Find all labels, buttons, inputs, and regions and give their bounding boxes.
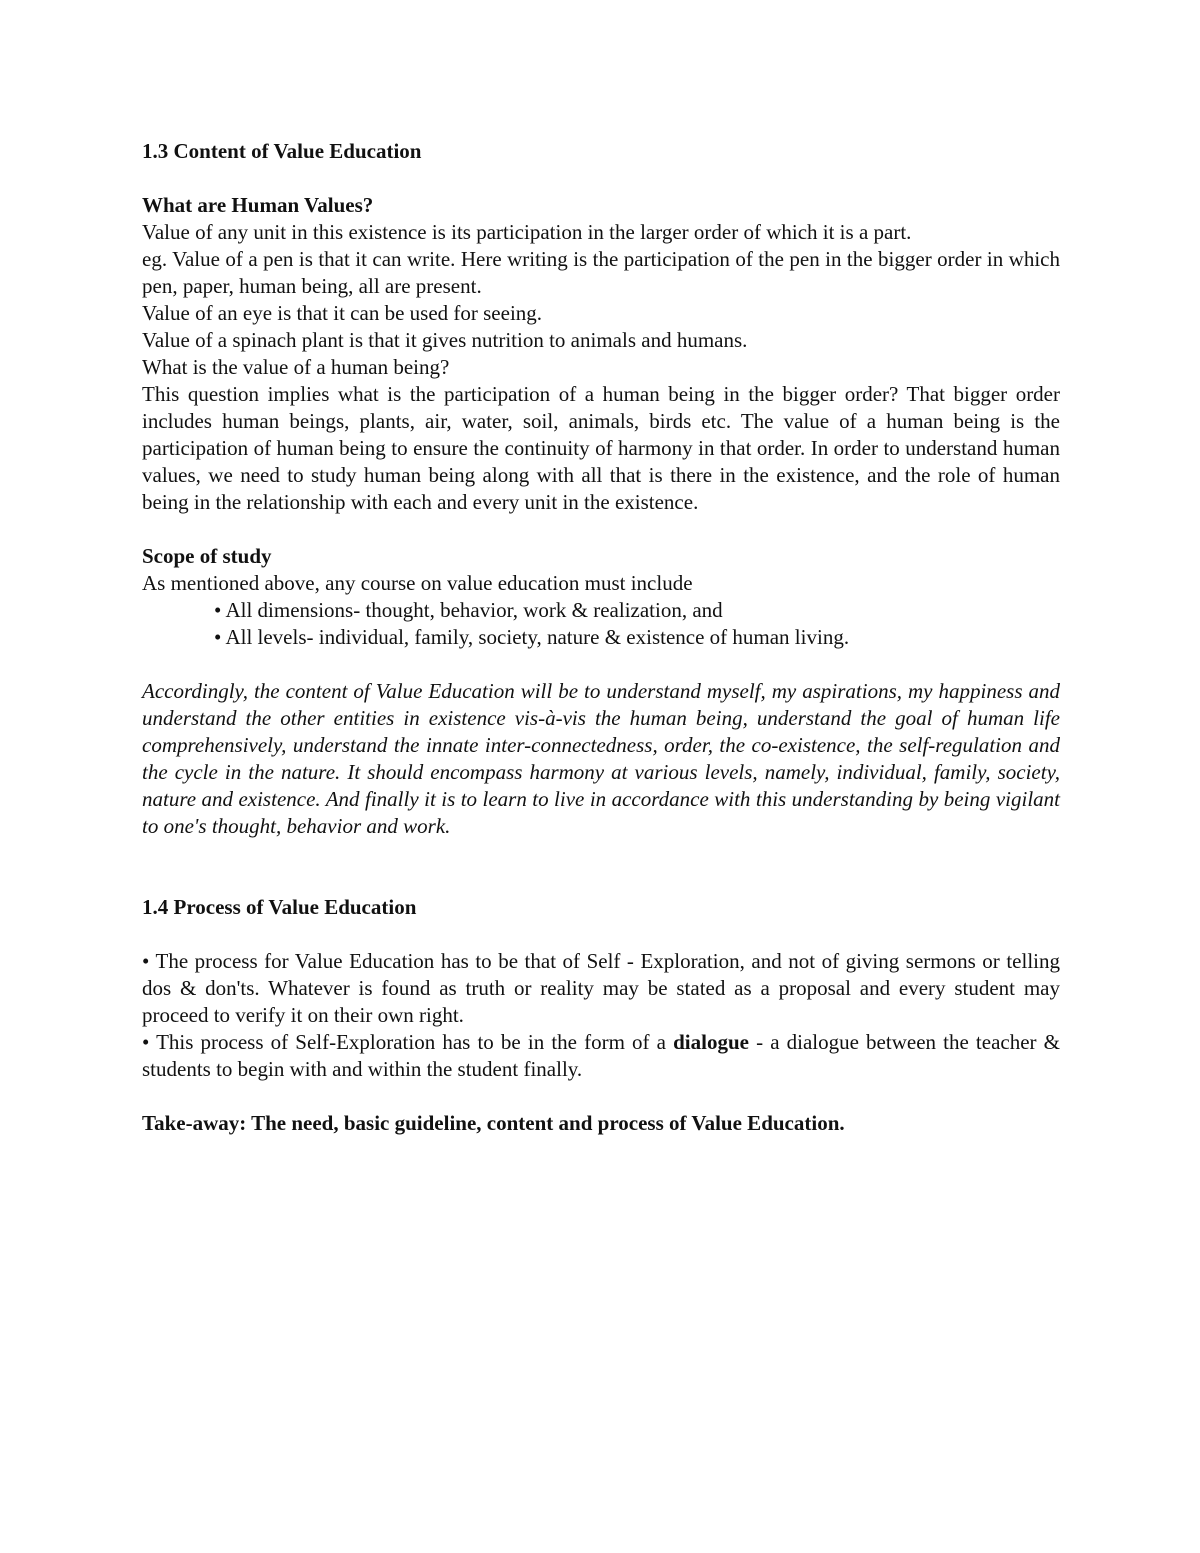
human-values-heading: What are Human Values? — [142, 193, 374, 217]
human-values-line-5: What is the value of a human being? — [142, 355, 450, 379]
scope-bullet-list — [142, 597, 1060, 651]
human-values-line-4: Value of a spinach plant is that it gives nutrition to animals and humans. — [142, 328, 748, 352]
human-values-line-2: eg. Value of a pen is that it can write. Here writing is the participation of the pen in the bigger order in which pen, paper, human being, all are present. — [142, 247, 1060, 298]
section-1-3-heading: 1.3 Content of Value Education — [142, 139, 422, 163]
section-1-4-heading: 1.4 Process of Value Education — [142, 895, 417, 919]
human-values-paragraph: This question implies what is the participation of a human being in the bigger order? That bigger order includes human beings, plants, air, water, soil, animals, birds etc. The value of a human being is the participation of human being to ensure the continuity of harmony in that order. In order to understand human values, we need to study human being along with all that is there in the existence, and the role of human being in the relationship with each and every unit in the existence. — [142, 382, 1060, 514]
human-values-line-1: Value of any unit in this existence is its participation in the larger order of which it is a part. — [142, 220, 912, 244]
process-point-2-before: • This process of Self-Exploration has to be in the form of a — [142, 1030, 674, 1054]
human-values-line-3: Value of an eye is that it can be used for seeing. — [142, 301, 543, 325]
scope-intro: As mentioned above, any course on value education must include — [142, 571, 693, 595]
takeaway-line: Take-away: The need, basic guideline, content and process of Value Education. — [142, 1111, 845, 1135]
scope-heading: Scope of study — [142, 544, 272, 568]
content-summary-paragraph: Accordingly, the content of Value Education will be to understand myself, my aspirations, my happiness and understand the other entities in existence vis-à-vis the human being, understand the goal of human life comprehensively, understand the innate inter-connectedness, order, the co-existence, the self-regulation and the cycle in the nature. It should encompass harmony at various levels, namely, individual, family, society, nature and existence. And finally it is to learn to live in accordance with this understanding by being vigilant to one's thought, behavior and work. — [142, 679, 1060, 838]
process-point-2 — [142, 1029, 1060, 1083]
scope-bullet-levels: • All levels- individual, family, society, nature & existence of human living. — [214, 625, 850, 649]
process-point-2-after: - a dialogue between the teacher & students to begin with and within the student finally. — [142, 1030, 1060, 1081]
dialogue-term: dialogue — [673, 1030, 749, 1054]
scope-bullet-dimensions: • All dimensions- thought, behavior, work & realization, and — [214, 598, 723, 622]
process-point-1: • The process for Value Education has to be that of Self - Exploration, and not of giving sermons or telling dos & don'ts. Whatever is found as truth or reality may be stated as a proposal and every student may proceed to verify it on their own right. — [142, 949, 1060, 1027]
document-page — [142, 138, 1060, 1137]
